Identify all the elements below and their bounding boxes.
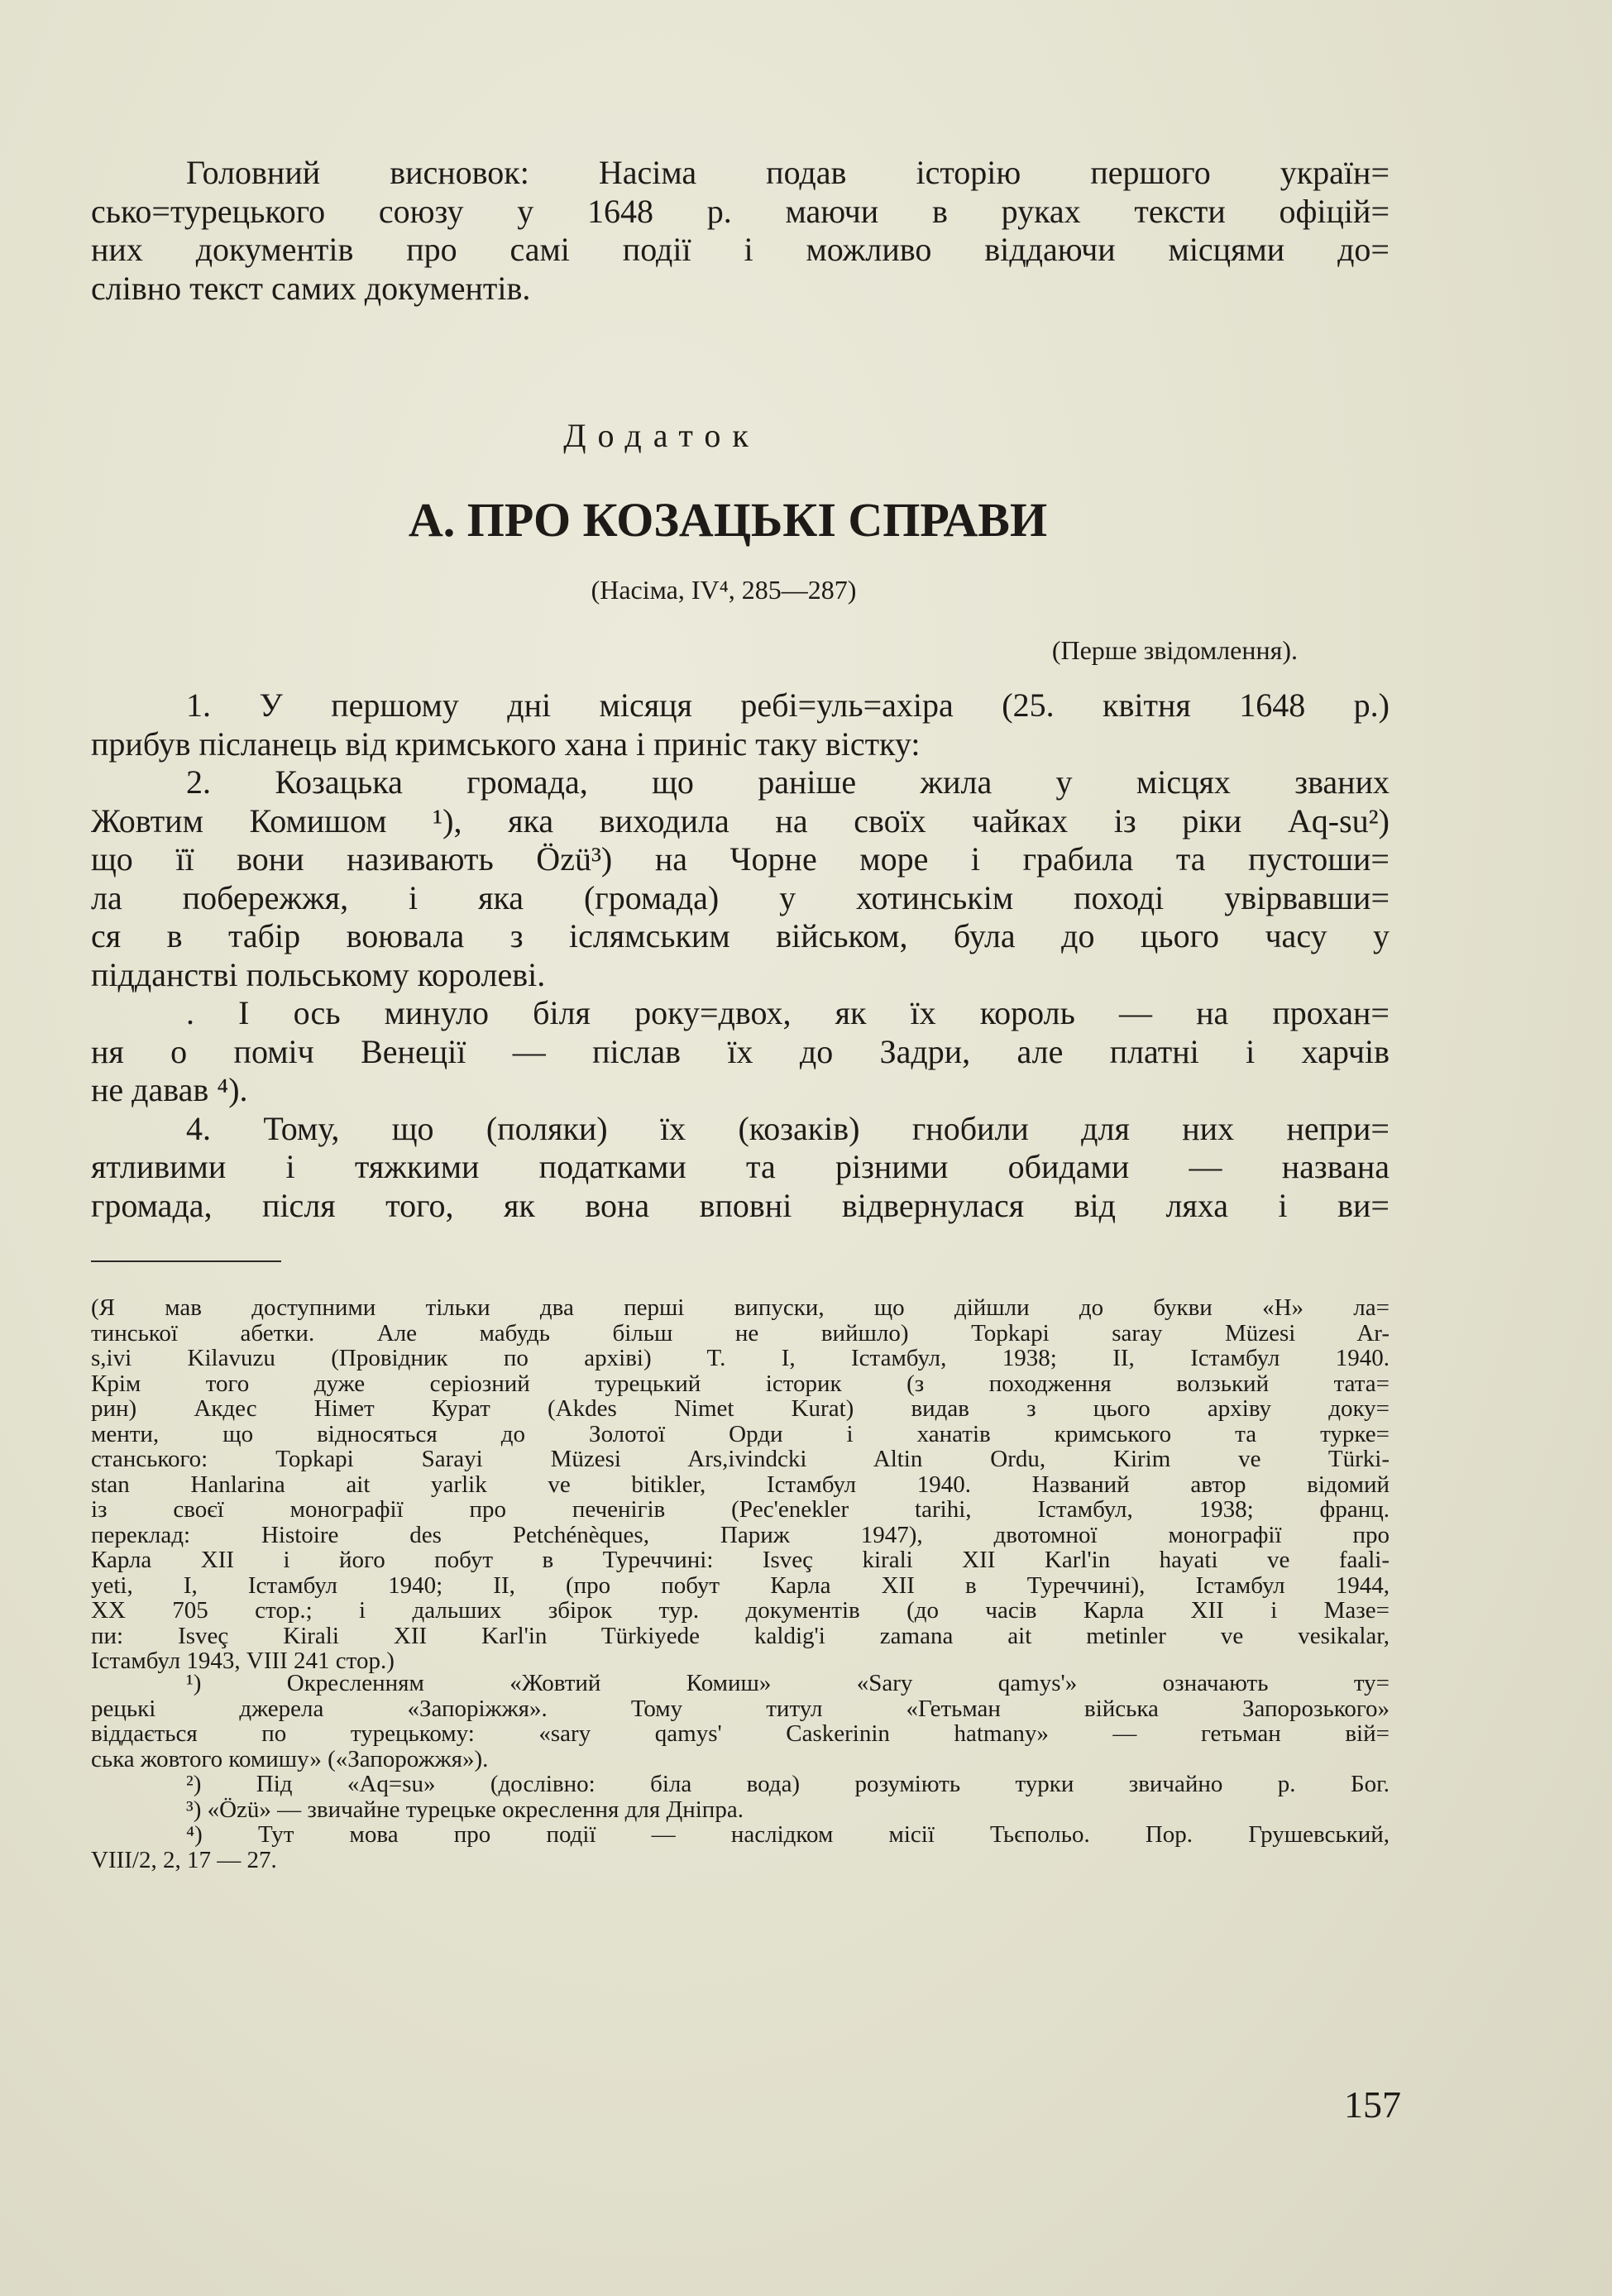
text-line: не давав ⁴). [91,1071,248,1108]
text-line: віддається по турецькому: «sary qamys' Caskerinin hatmany» — гетьман вій= [91,1720,1390,1747]
text-line: підданстві польському королеві. [91,955,546,993]
text-line: 2. Козацька громада, що раніше жила у місцях званих [186,763,1390,801]
text-line: що її вони називають Özü³) на Чорне море і грабила та пустоши= [91,840,1390,878]
text-line: ²) Під «Aq=su» (дослівно: біла вода) розуміють турки звичайно р. Бог. [186,1771,1390,1797]
text-line: станського: Topkapi Sarayi Müzesi Ars,ivindcki Altin Ordu, Kirim ve Türki- [91,1446,1390,1472]
footnotes-numbered [91,1671,1390,1873]
text-line: Карла XII і його побут в Туреччині: Isveç kirali XII Karl'in hayati ve faali- [91,1547,1390,1573]
text-line: ся в табір воювала з іслямським військом, була до цього часу у [91,917,1390,954]
text-line: stan Hanlarina ait yarlik ve bitikler, Істамбул 1940. Названий автор відомий [91,1471,1390,1498]
text-line: ⁴) Тут мова про події — наслідком місії Тьєпольо. Пор. Грушевський, [186,1821,1390,1848]
footnote-continued [91,1295,1390,1674]
text-line: ська жовтого комишу» («Запорожжя»). [91,1745,489,1772]
text-line: Крім того дуже серіозний турецький історик (з походження волзький тата= [91,1370,1390,1397]
text-line: . І ось минуло біля року=двох, як їх король — на прохан= [186,994,1390,1031]
text-line: пи: Isveç Kirali XII Karl'in Türkiyede kaldig'i zamana ait metinler ve vesikalar, [91,1622,1390,1649]
appendix-label: Додаток [563,417,760,454]
conclusion-paragraph [91,154,1390,308]
text-line: Головний висновок: Насіма подав історію першого україн= [186,154,1390,191]
text-line: тинської абетки. Але мабудь більш не вийшло) Topkapi saray Müzesi Ar- [91,1319,1390,1347]
section-title: А. ПРО КОЗАЦЬКІ СПРАВИ [408,493,1048,547]
text-line: 4. Тому, що (поляки) їх (козаків) гнобили для них непри= [186,1109,1390,1147]
text-line: них документів про самі події і можливо віддаючи місцями до= [91,231,1390,268]
text-line: слівно текст самих документів. [91,269,531,307]
text-line: сько=турецького союзу у 1648 р. маючи в руках тексти офіцій= [91,192,1390,230]
text-line: ³) «Özü» — звичайне турецьке окреслення для Дніпра. [186,1796,744,1823]
text-line: s,ivi Kilavuzu (Провідник по архіві) T. I, Істамбул, 1938; II, Істамбул 1940. [91,1345,1390,1371]
report-label: (Перше звідомлення). [1051,635,1298,665]
text-line: менти, що відносяться до Золотої Орди і ханатів кримського та турке= [91,1420,1390,1447]
text-line: прибув післанець від кримського хана і приніс таку вістку: [91,725,921,763]
text-line: із своєї монографії про печенігів (Pec'enekler tarihi, Істамбул, 1938; франц. [91,1496,1390,1523]
text-line: переклад: Histoire des Petchénèques, Париж 1947), двотомної монографії про [91,1521,1390,1548]
source-reference: (Насіма, IV⁴, 285—287) [591,575,857,605]
text-line: Жовтим Комишом ¹), яка виходила на своїх чайках із ріки Aq-su²) [91,801,1390,839]
footnote-divider [91,1260,281,1262]
text-line: рин) Акдес Німет Курат (Akdes Nimet Kurat) видав з цього архіву доку= [91,1395,1390,1422]
main-text [91,686,1390,1225]
text-line: 1. У першому дні місяця ребі=уль=ахіра (25. квітня 1648 р.) [186,686,1390,724]
text-line: yeti, I, Істамбул 1940; II, (про побут Карла XII в Туреччині), Істамбул 1944, [91,1571,1390,1599]
text-line: (Я мав доступними тільки два перші випуски, що дійшли до букви «H» ла= [91,1294,1390,1321]
text-line: ла побережжя, і яка (громада) у хотинськім поході увірвавши= [91,878,1390,916]
text-line: ятливими і тяжкими податками та різними обидами — названа [91,1148,1390,1185]
text-line: рецькі джерела «Запоріжжя». Тому титул «Гетьман війська Запорозького» [91,1695,1390,1722]
text-line: Істамбул 1943, VIII 241 стор.) [91,1648,395,1674]
text-line: громада, після того, як вона вповні відвернулася від ляха і ви= [91,1186,1390,1224]
text-line: ¹) Окресленням «Жовтий Комиш» «Sary qamys'» означають ту= [186,1670,1390,1696]
page-number: 157 [1344,2083,1401,2126]
text-line: XX 705 стор.; і дальших збірок тур. документів (до часів Карла XII і Мазе= [91,1597,1390,1624]
text-line: VIII/2, 2, 17 — 27. [91,1846,277,1873]
text-line: ня о поміч Венеції — післав їх до Задри, але платні і харчів [91,1032,1390,1070]
